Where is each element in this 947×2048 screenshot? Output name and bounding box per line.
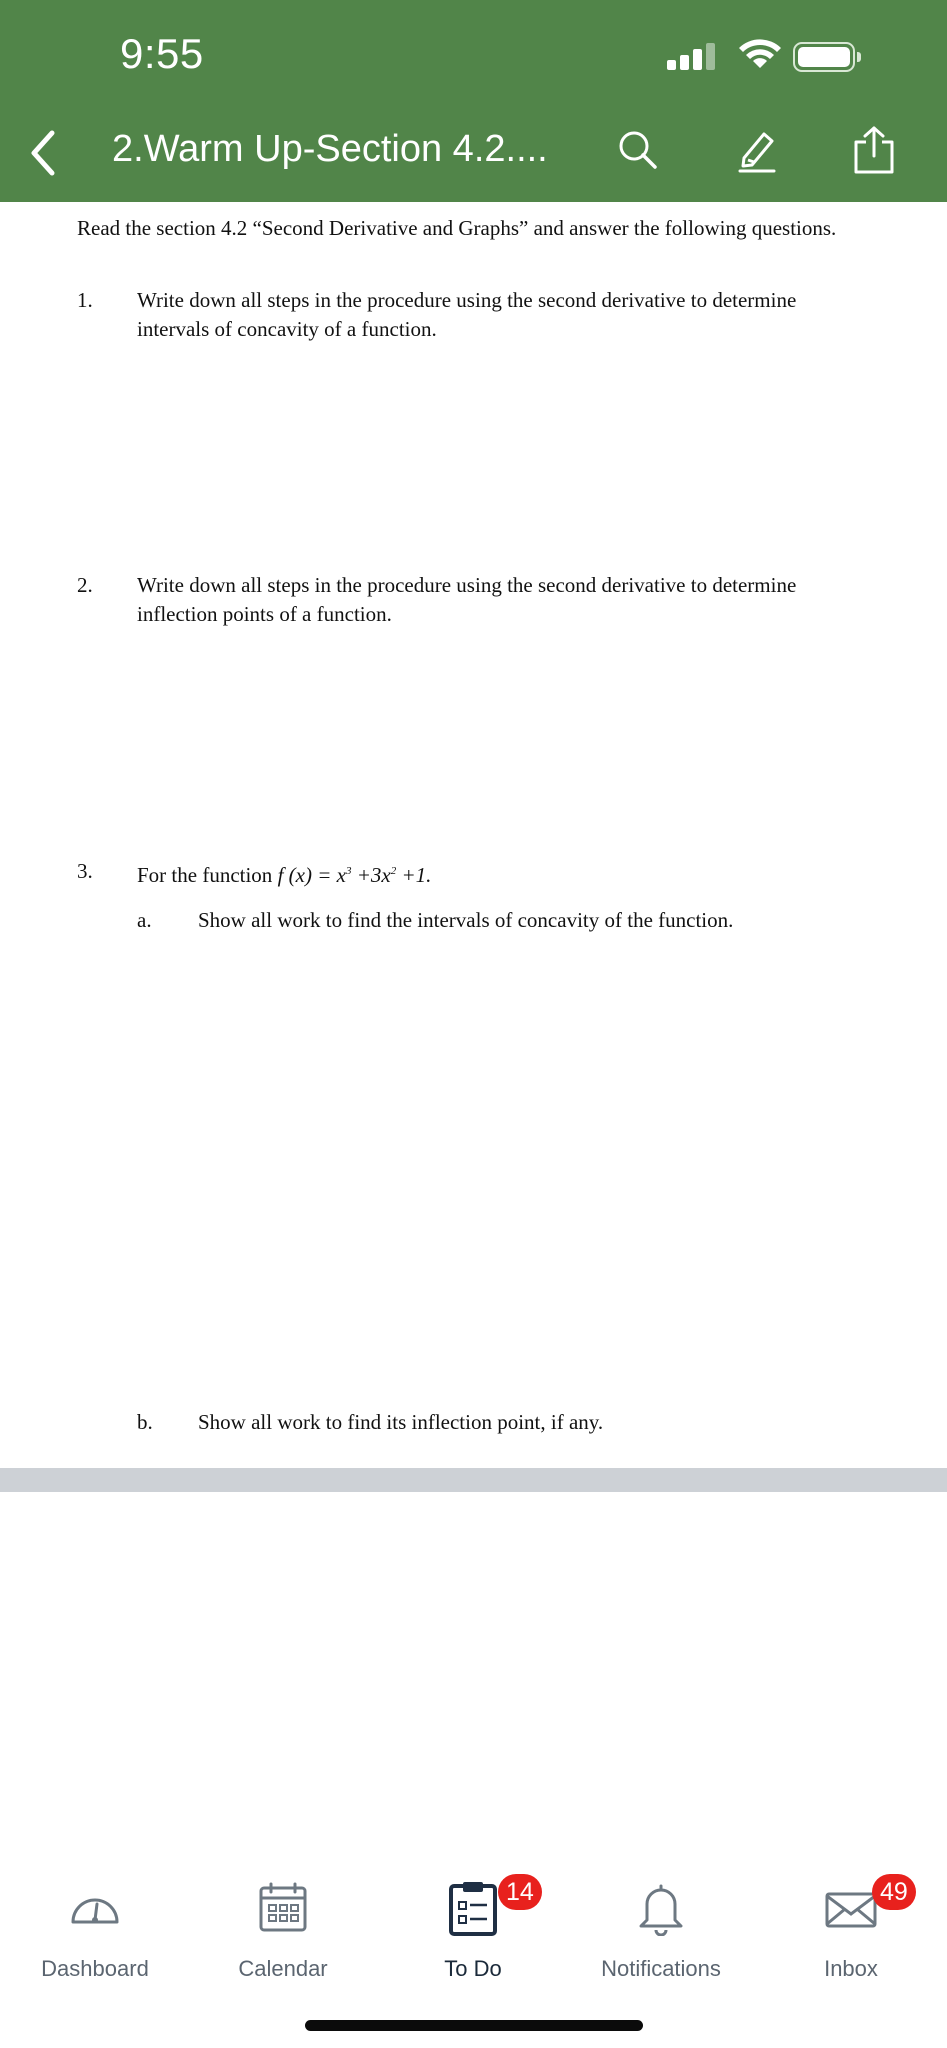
- tab-todo[interactable]: [378, 1860, 568, 1980]
- todo-clipboard-icon: [445, 1880, 501, 1936]
- question-1-number: 1.: [77, 288, 93, 312]
- tab-calendar[interactable]: [188, 1860, 378, 1980]
- bell-icon: [633, 1880, 689, 1936]
- question-3-number: 3.: [77, 859, 93, 883]
- function-expression: f $(x) = x^3 +3x^2 +1$.: [277, 863, 432, 887]
- question-2-number: 2.: [77, 573, 93, 597]
- inbox-badge: 49: [872, 1874, 916, 1910]
- tab-todo-label: To Do: [444, 1956, 502, 1981]
- question-3b-label: b.: [137, 1410, 153, 1434]
- tab-notifications[interactable]: [566, 1860, 756, 1980]
- cellular-signal-icon: [667, 44, 719, 70]
- question-3-text: [137, 857, 837, 890]
- question-2-text: Write down all steps in the procedure using the second derivative to determine inflection points of a function.: [137, 573, 797, 626]
- back-chevron-icon[interactable]: [24, 125, 64, 181]
- status-icons: [667, 38, 877, 78]
- tab-inbox[interactable]: [756, 1860, 946, 1980]
- question-3a-label: a.: [137, 908, 152, 932]
- battery-icon: [793, 42, 855, 72]
- page-title: 2.Warm Up-Section 4.2....: [112, 128, 548, 170]
- intro-text: Read the section 4.2 “Second Derivative and Graphs” and answer the following questions.: [77, 216, 837, 240]
- tab-calendar-label: Calendar: [238, 1956, 328, 1981]
- wifi-icon: [737, 38, 783, 72]
- mail-icon: [823, 1880, 879, 1936]
- status-time: 9:55: [120, 30, 204, 77]
- share-icon[interactable]: [848, 124, 900, 176]
- question-3a-text: Show all work to find the intervals of concavity of the function.: [198, 908, 734, 932]
- question-3-prefix: For the function: [137, 863, 273, 887]
- question-3b-text: Show all work to find its inflection point, if any.: [198, 1410, 604, 1434]
- tab-dashboard-label: Dashboard: [41, 1956, 149, 1981]
- dashboard-icon: [67, 1880, 123, 1936]
- tab-dashboard[interactable]: [0, 1860, 190, 1980]
- question-1-text: Write down all steps in the procedure using the second derivative to determine intervals of concavity of a function.: [137, 288, 797, 341]
- app-header: [0, 0, 947, 202]
- calendar-icon: [255, 1880, 311, 1936]
- page-divider: [0, 1468, 947, 1492]
- tab-inbox-label: Inbox: [824, 1956, 878, 1981]
- tab-notifications-label: Notifications: [601, 1956, 721, 1981]
- search-icon[interactable]: [612, 124, 664, 176]
- home-indicator[interactable]: [305, 2020, 643, 2031]
- annotate-pen-icon[interactable]: [730, 124, 782, 176]
- todo-badge: 14: [498, 1874, 542, 1910]
